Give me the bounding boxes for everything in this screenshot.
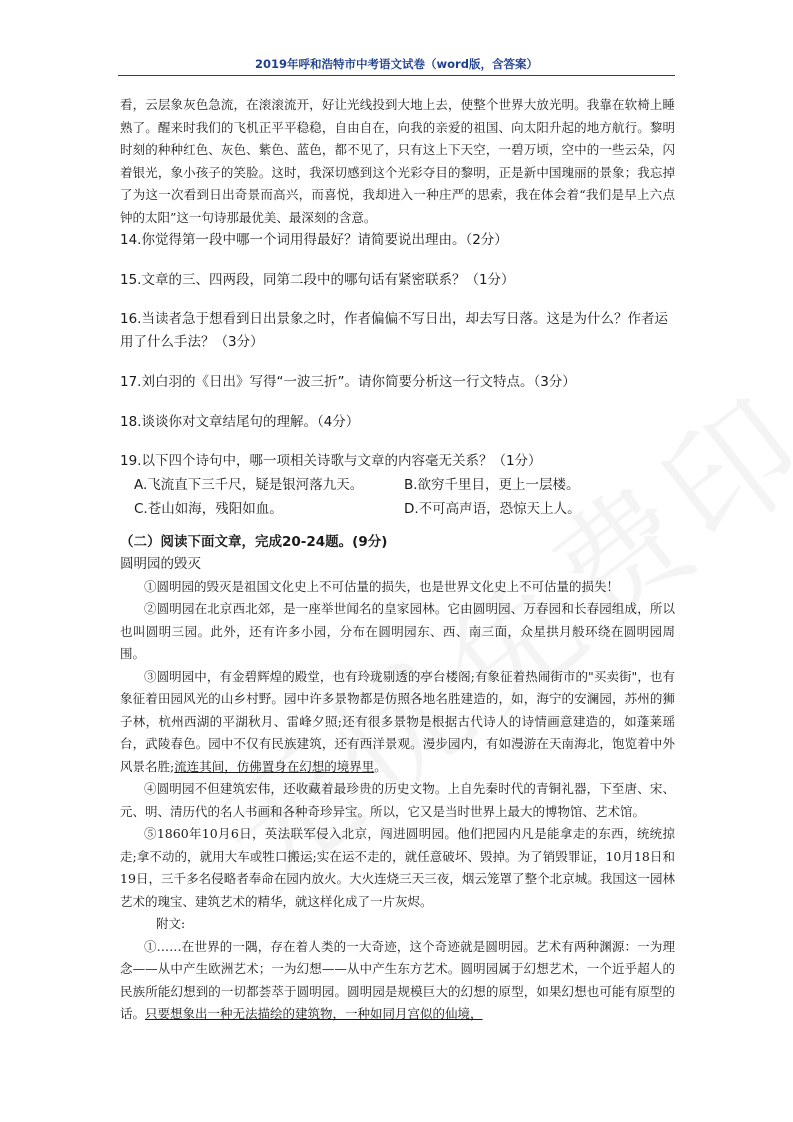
passage-ending: 看，云层象灰色急流，在滚滚流开，好让光线投到大地上去，使整个世界大放光明。我靠在软椅上睡熟了。醒来时我们的飞机正平平稳稳，自由自在，向我的亲爱的祖国、向太阳升起的地方航行。黎明时刻的种种红色、灰色、紫色、蓝色，都不见了，只有这上下天空，一碧万顷，空中的一些云朵，闪着银光，象小孩子的笑脸。这时，我深切感到这个光彩夺目的黎明，正是新中国瑰丽的景象；我忘掉了为这一次看到日出奇景而高兴，而喜悦，我却进入一种庄严的思索，我在体会着“我们是早上六点钟的太阳”这一句诗那最优美、最深刻的含意。 (120, 97, 675, 225)
option-b: B.欲穷千里目，更上一层楼。 (404, 476, 580, 493)
article-paragraph-5: ⑤1860年10月6日，英法联军侵入北京，闯进圆明园。他们把园内凡是能拿走的东西，统统掠走;拿不动的，就用大车或牲口搬运;实在运不走的，就任意破坏、毁掉。为了销毁罪证，10月18日和19日，三千多名侵略者奉命在园内放火。大火连烧三天三夜，烟云笼罩了整个北京城。我国这一园林艺术的瑰宝、建筑艺术的精华，就这样化成了一片灰烬。 (120, 826, 675, 909)
appendix-label: 附文: (156, 916, 186, 931)
question-19-options (120, 473, 675, 521)
question-15: 15.文章的三、四两段，同第二段中的哪句话有紧密联系？（1分） (120, 271, 515, 288)
appendix-1-underlined: 只要想象出一种无法描绘的建筑物，一种如同月宫似的仙境， (145, 1006, 483, 1021)
article-title: 圆明园的毁灭 (120, 556, 201, 572)
option-a: A.飞流直下三千尺，疑是银河落九天。 (134, 476, 364, 493)
paragraph-3-underlined: 流连其间，仿佛置身在幻想的境界里 (174, 758, 375, 774)
header-divider (118, 75, 675, 76)
article-paragraph-1: ①圆明园的毁灭是祖国文化史上不可估量的损失，也是世界文化史上不可估量的损失！ (144, 578, 620, 594)
section-2-heading: （二）阅读下面文章，完成20-24题。(9分) (120, 533, 388, 550)
option-c: C.苍山如海，残阳如血。 (134, 500, 283, 517)
article-paragraph-4: ④圆明园不但建筑宏伟，还收藏着最珍贵的历史文物。上自先秦时代的青铜礼器，下至唐、宋、元、明、清历代的名人书画和各种奇珍异宝。所以，它又是当时世界上最大的博物馆、艺术馆。 (120, 781, 675, 819)
appendix-1-text: ①……在世界的一隅，存在着人类的一大奇迹，这个奇迹就是圆明园。艺术有两种渊源：一为理念——从中产生欧洲艺术；一为幻想——从中产生东方艺术。圆明园属于幻想艺术，一个近乎超人的民族所能幻想到的一切都荟萃于圆明园。圆明园是规模巨大的幻想的原型，如果幻想也可能有原型的话。 (120, 938, 675, 1021)
article-paragraph-3 (120, 666, 675, 779)
appendix-paragraph-1 (120, 936, 675, 1026)
question-18: 18.谈谈你对文章结尾句的理解。（4分） (120, 413, 360, 430)
question-14: 14.你觉得第一段中哪一个词用得最好？请简要说出理由。（2分） (120, 232, 508, 248)
document-body (120, 94, 675, 1026)
question-17: 17.刘白羽的《日出》写得“一波三折”。请你简要分析这一行文特点。（3分） (120, 374, 576, 390)
paragraph-3-text: ③圆明园中，有金碧辉煌的殿堂，也有玲珑剔透的亭台楼阁;有象征着热闹街市的"买卖街"，也有象征着田园风光的山乡村野。园中许多景物都是仿照各地名胜建造的，如，海宁的安澜园，苏州的狮子林，杭州西湖的平湖秋月、雷峰夕照;还有很多景物是根据古代诗人的诗情画意建造的，如蓬莱瑶台，武陵春色。园中不仅有民族建筑，还有西洋景观。漫步园内，有如漫游在天南海北，饱览着中外风景名胜; (120, 668, 675, 774)
option-d: D.不可高声语，恐惊天上人。 (404, 500, 581, 517)
article-paragraph-2: ②圆明园在北京西北郊，是一座举世闻名的皇家园林。它由圆明园、万春园和长春园组成，所以也叫圆明三园。此外，还有许多小园，分布在圆明园东、西、南三面，众星拱月般环绕在圆明园周围。 (120, 601, 675, 661)
question-16: 16.当读者急于想看到日出景象之时，作者偏偏不写日出，却去写日落。这是为什么？作者运用了什么手法？（3分） (120, 311, 668, 350)
paragraph-3-end: 。 (374, 758, 387, 774)
page-header: 2019年呼和浩特市中考语文试卷（word版，含答案） (255, 57, 538, 71)
question-19: 19.以下四个诗句中，哪一项相关诗歌与文章的内容毫无关系？（1分） (120, 453, 542, 469)
